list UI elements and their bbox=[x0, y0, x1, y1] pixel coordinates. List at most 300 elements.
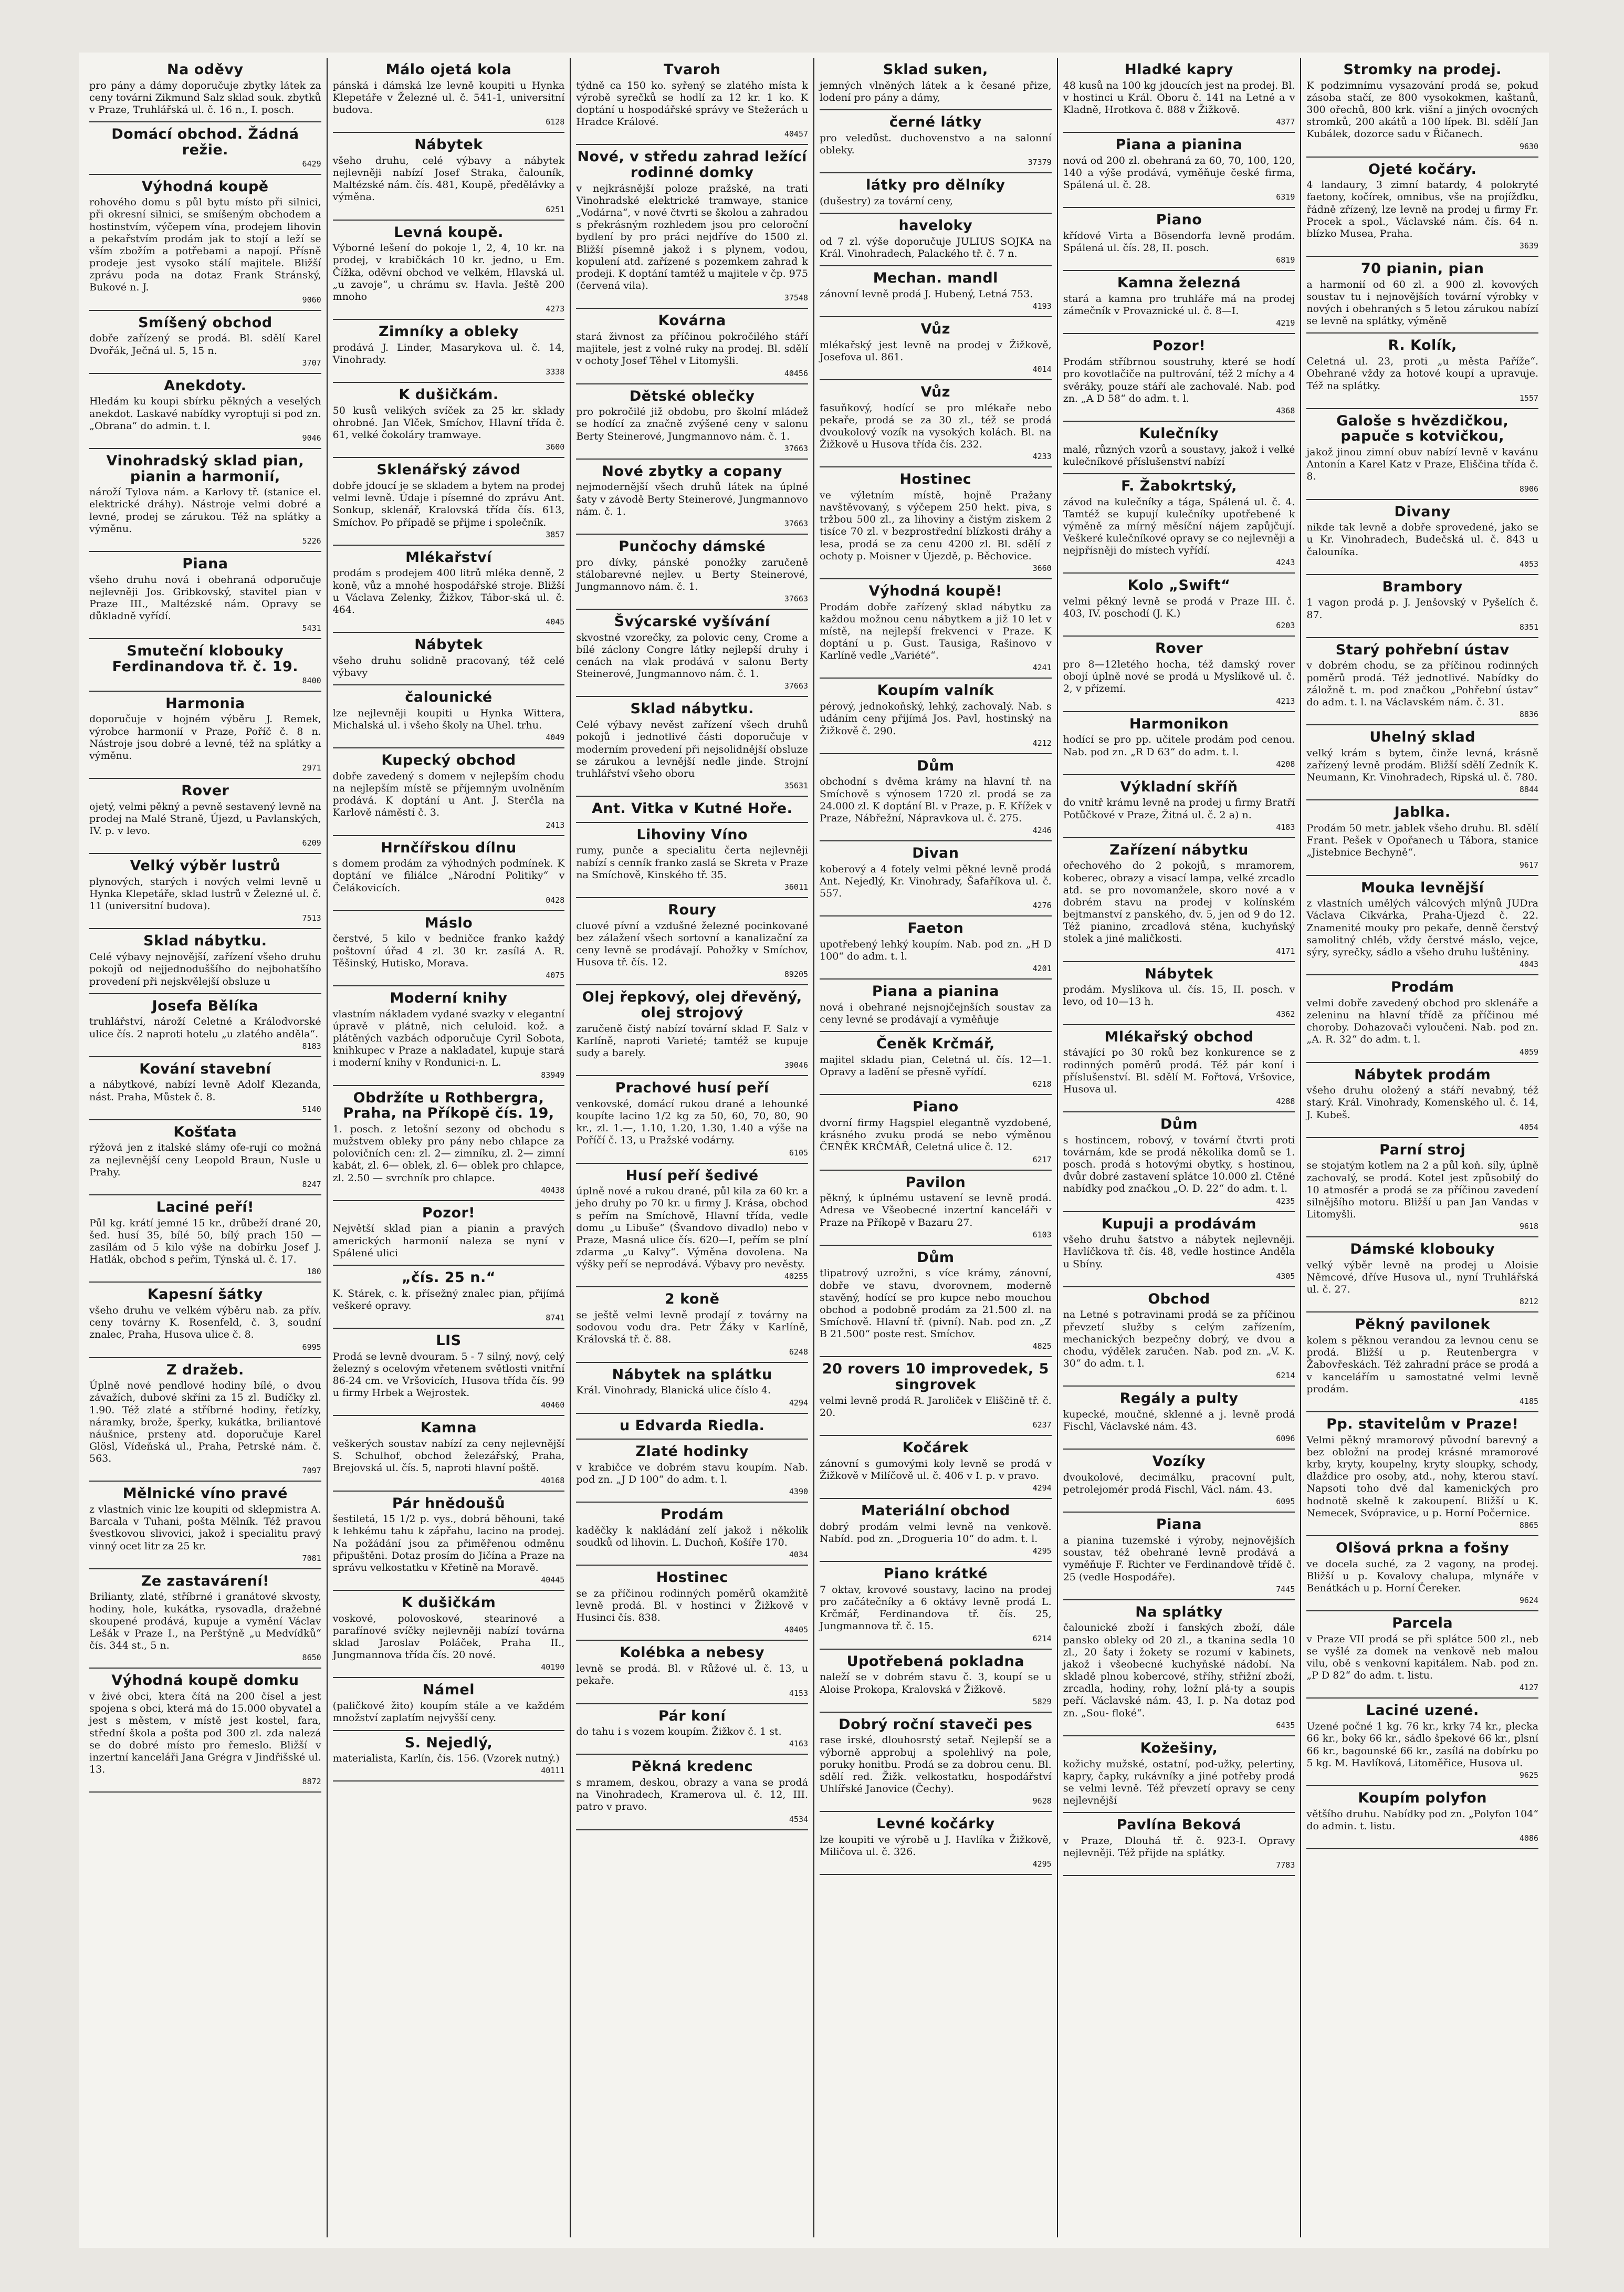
classified-ad bbox=[820, 1436, 1052, 1499]
ad-heading: Faeton bbox=[907, 920, 964, 937]
ad-text: všeho druhu solidně pracovaný, též celé výbavy bbox=[332, 654, 565, 679]
ad-reference-number: 37548 bbox=[784, 293, 809, 303]
ad-reference-number: 4213 bbox=[1276, 696, 1295, 706]
ad-reference-number: 40405 bbox=[784, 1625, 809, 1635]
ad-heading: Ojeté kočáry. bbox=[1368, 161, 1477, 178]
classified-ad bbox=[820, 679, 1052, 754]
ad-text: čalounické zboží i fanských zboží, dále pansko obleky od 20 zl., a tkanina sedla 10 zl., 20 šaty i žokety se rozumí v kabinets, jakož i všeobecné kuchyňské nádobí. Na skladě plnou kobercové, stříhy, střižní zboží, zrcadla, hodiny, rohy, ložní plá-ty a soupis peří. Václavské nám. 43, I. p. Na dotaz pod zn. „Sou- floké“. bbox=[1063, 1622, 1295, 1719]
ad-reference-number: 3338 bbox=[546, 367, 565, 377]
ad-reference-number: 37379 bbox=[1028, 158, 1052, 168]
classified-ad bbox=[576, 610, 808, 697]
ad-reference-number: 40190 bbox=[541, 1662, 565, 1672]
classified-ad bbox=[820, 1357, 1052, 1436]
ad-heading: Piano krátké bbox=[883, 1566, 988, 1582]
ad-reference-number: 39046 bbox=[784, 1060, 809, 1070]
classified-ad bbox=[576, 1076, 808, 1163]
classified-ad bbox=[333, 836, 565, 911]
classified-ad bbox=[576, 1414, 808, 1440]
ad-reference-number: 40438 bbox=[541, 1185, 565, 1195]
ad-reference-number: 4014 bbox=[1032, 364, 1052, 374]
ad-heading: Výhodná koupě bbox=[142, 178, 269, 195]
classified-ad bbox=[820, 1032, 1052, 1095]
classified-ad bbox=[333, 320, 565, 383]
ad-heading: Z dražeb. bbox=[166, 1361, 244, 1378]
classified-ad bbox=[1306, 975, 1538, 1062]
ad-heading: Sklad nábytku. bbox=[143, 933, 267, 950]
ad-reference-number: 9618 bbox=[1519, 1222, 1539, 1232]
classified-ad bbox=[1063, 474, 1295, 574]
classified-ad bbox=[820, 916, 1052, 980]
ad-heading: Sklad suken, bbox=[883, 61, 988, 78]
ad-heading: Košťata bbox=[173, 1123, 237, 1140]
ad-heading: „čís. 25 n.“ bbox=[402, 1269, 496, 1286]
ad-heading: Divan bbox=[912, 845, 959, 862]
ad-text: prodám s prodejem 400 litrů mléka denně, 2 koně, vůz a mnohé hospodářské stroje. Bližší u Václava Zelenky, Žižkov, Tábor-ská ul. č. 464. bbox=[332, 567, 565, 616]
ad-column bbox=[570, 58, 813, 2237]
ad-text: doporučuje v hojném výběru J. Remek, výrobce harmonií v Praze, Poříč č. 8 n. Nástroje jsou dobré a levné, též na splátky a výměnu. bbox=[89, 713, 321, 762]
ad-column bbox=[1057, 58, 1301, 2237]
classified-ad bbox=[1306, 1611, 1538, 1699]
classified-ad bbox=[820, 1499, 1052, 1562]
ad-reference-number: 4243 bbox=[1276, 558, 1295, 568]
classified-ad bbox=[820, 214, 1052, 266]
ad-heading: Piano bbox=[1156, 212, 1202, 228]
ad-text: 48 kusů na 100 kg jdoucích jest na prodej. Bl. v hostinci u Král. Oboru č. 141 na Letné a v Kladně, Hrotkova č. 888 v Žižkově. bbox=[1063, 79, 1295, 116]
classified-ad bbox=[820, 317, 1052, 380]
ad-reference-number: 40457 bbox=[784, 129, 809, 139]
ad-reference-number: 4235 bbox=[1276, 1196, 1295, 1206]
ad-reference-number: 4276 bbox=[1032, 901, 1052, 911]
classified-ad bbox=[1063, 208, 1295, 271]
ad-text: (dušestry) za tovární ceny, bbox=[820, 195, 953, 207]
ad-heading: Harmonikon bbox=[1129, 715, 1229, 732]
ad-text: naleží se v dobrém stavu č. 3, koupí se u Aloise Prokopa, Kralovská v Žižkově. bbox=[820, 1671, 1052, 1695]
classified-ad bbox=[1306, 638, 1538, 725]
ad-reference-number: 4054 bbox=[1519, 1122, 1539, 1132]
classified-ad bbox=[1063, 1600, 1295, 1736]
ad-text: truhlářství, nároží Celetné a Králodvorské ulice čís. 2 naproti hotelu „u zlatého anděla“. bbox=[89, 1016, 321, 1040]
classified-ad bbox=[333, 58, 565, 133]
classified-ad bbox=[333, 546, 565, 633]
ad-text: koberový a 4 fotely velmi pěkné levně prodá Ant. Nejedlý, Kr. Vinohrady, Šafaříkova ul. č. 557. bbox=[820, 863, 1052, 900]
ad-text: stará živnost za příčinou pokročilého stáří majitele, jest z volné ruky na prodej. Bl. sdělí v ochoty Josef Těhel v Litomyšli. bbox=[576, 330, 809, 367]
ad-reference-number: 3660 bbox=[1032, 563, 1052, 573]
ad-reference-number: 8247 bbox=[302, 1179, 321, 1189]
ad-reference-number: 2413 bbox=[546, 820, 565, 830]
classified-ad bbox=[89, 58, 321, 122]
classified-ad bbox=[1306, 575, 1538, 638]
ad-reference-number: 9617 bbox=[1519, 860, 1539, 870]
ad-text: pro pány a dámy doporučuje zbytky látek za ceny továrni Zikmund Salz sklad souk. zbytků v Praze, Truhlářská ul. č. 16 n., I. posch. bbox=[89, 79, 321, 116]
classified-ad bbox=[820, 1246, 1052, 1358]
classified-ad bbox=[333, 1329, 565, 1416]
ad-reference-number: 40255 bbox=[784, 1272, 809, 1282]
ad-text: tlipatrový uzrožni, s více krámy, zánovní, dobře ve stavu, dvorovnem, moderně stavěný, hodící se pro kupce nebo mouchou obchod a podobně prodám za 21.500 zl. na Smíchově. Hlavní tř. (pivní). Nab. pod zn. „Z B 21.500“ poste rest. Smíchov. bbox=[820, 1267, 1052, 1340]
ad-reference-number: 3639 bbox=[1519, 241, 1539, 251]
ad-heading: haveloky bbox=[898, 217, 973, 234]
ad-heading: Koupím polyfon bbox=[1358, 1789, 1487, 1806]
ad-heading: K dušičkám. bbox=[399, 387, 499, 403]
ad-reference-number: 4825 bbox=[1032, 1341, 1052, 1351]
classified-ad bbox=[1063, 58, 1295, 133]
classified-ad bbox=[1063, 1813, 1295, 1876]
ad-column bbox=[813, 58, 1057, 2237]
ad-reference-number: 4153 bbox=[789, 1688, 809, 1698]
ad-text: velmi dobře zavedený obchod pro sklenáře a zeleninu na hlavní třídě za příčinou mé choroby. Dohazovači vyloučeni. Nab. pod zn. „A. R. 32“ do adm. t. l. bbox=[1306, 997, 1539, 1046]
ad-reference-number: 4193 bbox=[1032, 301, 1052, 311]
ad-heading: Na splátky bbox=[1135, 1603, 1223, 1620]
classified-ad bbox=[820, 173, 1052, 214]
ad-heading: Parcela bbox=[1392, 1615, 1453, 1632]
ad-reference-number: 7081 bbox=[302, 1553, 321, 1563]
ad-heading: Piana bbox=[1156, 1516, 1202, 1533]
classified-ad bbox=[576, 1164, 808, 1288]
ad-text: venkovské, domácí rukou drané a lehounké koupíte lacino 1/2 kg za 50, 60, 70, 80, 90 kr., zl. 1.—, 1.10, 1.20, 1.30, 1.40 a výše na Poříčí č. 13, u Pražské vodárny. bbox=[576, 1098, 809, 1147]
classified-ad bbox=[1306, 800, 1538, 876]
ad-heading: Stromky na prodej. bbox=[1343, 61, 1502, 78]
ad-heading: Zimníky a obleky bbox=[378, 324, 519, 340]
ad-heading: Regály a pulty bbox=[1119, 1390, 1239, 1407]
classified-ad bbox=[1306, 257, 1538, 334]
ad-text: se ještě velmi levně prodají z továrny na sodovou vodu dra. Petr Žáky v Karlíně, Královská tř. č. 88. bbox=[576, 1309, 809, 1346]
classified-ad bbox=[89, 779, 321, 854]
ad-text: všeho druhu šatstvo a nábytek nejlevněji. Havlíčkova tř. čís. 48, vedle hostince Anděla u Sbíny. bbox=[1063, 1234, 1295, 1270]
classified-ad bbox=[89, 1482, 321, 1569]
ad-heading: Švýcarské vyšívání bbox=[614, 613, 770, 630]
ad-text: dvoukolové, decimálku, pracovní pult, petrolejomér prodá Fischl, Václ. nám. 43. bbox=[1063, 1472, 1295, 1496]
classified-ad bbox=[1306, 58, 1538, 158]
ad-text: prodává J. Linder, Masarykova ul. č. 14, Vinohrady. bbox=[332, 341, 565, 366]
ad-reference-number: 4305 bbox=[1276, 1271, 1295, 1281]
ad-text: Král. Vinohrady, Blanická ulice číslo 4. bbox=[576, 1384, 771, 1397]
ad-heading: Kulečníky bbox=[1139, 425, 1219, 442]
ad-heading: 2 koně bbox=[664, 1291, 720, 1308]
ad-heading: Rover bbox=[1155, 640, 1203, 657]
ad-heading: Dům bbox=[917, 1249, 955, 1266]
ad-heading: Kování stavební bbox=[139, 1060, 271, 1077]
ad-text: 1. posch. z letošní sezony od obchodu s mužstvem obleky pro pány nebo chlapce za polovičních cen: zl. 2— zimníku, zl. 2— zimní kabát, zl. 6— oblek, zl. 6— oblek pro chlapce, zl. 2.50 — svrchník pro chlapce. bbox=[332, 1123, 565, 1184]
ad-heading: Parní stroj bbox=[1379, 1141, 1466, 1158]
ad-reference-number: 4043 bbox=[1519, 960, 1539, 970]
classified-ad bbox=[576, 985, 808, 1076]
ad-reference-number: 5140 bbox=[302, 1104, 321, 1114]
classified-ad bbox=[820, 1812, 1052, 1875]
ad-heading: Pár koní bbox=[658, 1707, 726, 1724]
ad-heading: Tvaroh bbox=[664, 61, 721, 78]
classified-ad bbox=[1063, 637, 1295, 712]
ad-heading: Kapesní šátky bbox=[147, 1286, 263, 1303]
ad-reference-number: 5226 bbox=[302, 536, 321, 546]
ad-heading: 20 rovers 10 improvedek, 5 singrovek bbox=[822, 1361, 1049, 1393]
ad-reference-number: 8650 bbox=[302, 1653, 321, 1663]
ad-heading: Nábytek bbox=[414, 637, 483, 653]
ad-reference-number: 9624 bbox=[1519, 1596, 1539, 1606]
ad-text: 1 vagon prodá p. J. Jenšovský v Pyšelích č. 87. bbox=[1306, 597, 1539, 621]
ad-text: 4 landaury, 3 zimní batardy, 4 polokryté faetony, kočírek, omnibus, vše na projížďku, řádně zřízený, lze levně na prodej u firmy Fr. Procek a spol., Václavské nám. čís. 64 n. blízko Musea, Praha. bbox=[1306, 179, 1539, 239]
ad-reference-number: 8906 bbox=[1519, 484, 1539, 494]
ad-heading: Nábytek bbox=[414, 137, 483, 153]
classified-ad bbox=[820, 110, 1052, 173]
ad-reference-number: 3857 bbox=[546, 529, 565, 539]
ad-reference-number: 4183 bbox=[1276, 822, 1295, 832]
ad-heading: Výhodná koupě! bbox=[868, 582, 1003, 599]
ad-text: dobrý prodám velmi levně na venkově. Nabíd. pod zn. „Drogueria 10“ do adm. t. l. bbox=[820, 1520, 1052, 1545]
ad-reference-number: 4049 bbox=[546, 733, 565, 743]
ad-reference-number: 6209 bbox=[302, 838, 321, 848]
classified-ad bbox=[1063, 271, 1295, 334]
ad-reference-number: 6251 bbox=[546, 204, 565, 214]
classified-ad bbox=[576, 58, 808, 145]
ad-heading: Kolo „Swift“ bbox=[1127, 577, 1231, 594]
ad-text: ve výletním místě, hojně Pražany navštěvovaný, s výčepem 250 hekt. piva, s tržbou 500 zl., za lihoviny a čistým ziskem 2 tisíce 70 zl. v bezprostřední blízkosti dráhy a lesa, prodá se za cenu 4200 zl. Bl. sdělí z ochoty p. Moisner v Újezdě, p. Běchovice. bbox=[820, 489, 1052, 562]
ad-text: hodící se pro pp. učitele prodám pod cenou. Nab. pod zn. „R D 63“ do adm. t. l. bbox=[1063, 734, 1295, 758]
ad-text: veškerých soustav nabízí za ceny nejlevnější S. Schulhof, obchod železářský, Praha, Brejovská ul. čís. 5, naproti hlavní poště. bbox=[332, 1438, 565, 1474]
ad-text: Celé výbavy nejnovější, zařízení všeho druhu pokojů od nejjednoduššího do nejbohatšího provedení při nejskvělejší obsluze u bbox=[89, 951, 321, 987]
ad-heading: Punčochy dámské bbox=[619, 538, 766, 555]
ad-text: v krabičce ve dobrém stavu koupím. Nab. pod zn. „J D 100“ do adm. t. l. bbox=[576, 1461, 809, 1486]
ad-text: dobře jdoucí je se skladem a bytem na prodej velmi levně. Údaje i písemné do zprávu Ant. Sonkup, sklenář, Kralovská třída čís. 613, Smíchov. Po případě se přijme i společník. bbox=[332, 480, 565, 528]
ad-heading: Vozíky bbox=[1152, 1453, 1206, 1470]
classified-ad bbox=[576, 309, 808, 384]
ad-reference-number: 37663 bbox=[784, 518, 809, 528]
ad-heading: Galoše s hvězdičkou, papuče s kotvičkou, bbox=[1336, 412, 1509, 445]
classified-ad bbox=[1063, 1736, 1295, 1813]
ad-reference-number: 8212 bbox=[1519, 1297, 1539, 1307]
ad-heading: LIS bbox=[436, 1332, 462, 1349]
classified-ad bbox=[1063, 775, 1295, 838]
ad-reference-number: 4171 bbox=[1276, 946, 1295, 956]
ad-text: všeho druhu ve velkém výběru nab. za přív. ceny továrny K. Rosenfeld, č. 3, soudní znalec, Praha, Husova ulice č. 8. bbox=[89, 1305, 321, 1341]
classified-ad bbox=[89, 854, 321, 929]
ad-text: s domem prodám za výhodných podmínek. K doptání ve filiálce „Národní Politiky“ v Čelákovicích. bbox=[332, 858, 565, 894]
ad-reference-number: 6128 bbox=[546, 117, 565, 127]
ad-heading: Námel bbox=[422, 1682, 475, 1699]
ad-text: týdně ca 150 ko. syřený se zlatého místa k výrobě syrečků se hodlí za 12 kr. 1 ko. K doptání u hospodářské správy ve Stežerách u Hradce Králové. bbox=[576, 79, 809, 128]
ad-reference-number: 4294 bbox=[789, 1398, 809, 1408]
ad-reference-number: 40111 bbox=[541, 1766, 565, 1776]
classified-ad bbox=[576, 797, 808, 823]
ad-text: Prodám dobře zařízený sklad nábytku za každou možnou cenu nábytkem a již 10 let v místě, na nejlepší frekvenci v Praze. K doptání u p. Gust. Tausiga, Rašinovo v Karlíně vedle „Variété“. bbox=[820, 601, 1052, 662]
ad-reference-number: 6237 bbox=[1032, 1420, 1052, 1430]
ad-heading: Kočárek bbox=[902, 1440, 969, 1456]
ad-heading: Pp. stavitelům v Praze! bbox=[1326, 1416, 1519, 1432]
classified-ad bbox=[1306, 334, 1538, 409]
ad-reference-number: 4377 bbox=[1276, 117, 1295, 127]
ad-text: skvostné vzorečky, za polovic ceny, Crome a bílé záclony Congre látky nejlepší druhy i cenách na vlak prodává v salonu Berty Steinerové, Jungmannovo nám. č. 1. bbox=[576, 631, 809, 680]
ad-text: rase irské, dlouhosrstý setař. Nejlepší se a výborně approbuj a spolehlivý na pole, poruky honitbu. Prodá se za dobrou cenu. Bl. sdělí red. Žižk. velkostatku, hospodářství Uhlířské Janovice (Čechy). bbox=[820, 1734, 1052, 1795]
ad-text: nová i obehrané nejsnojčejnších soustav za ceny levné se prodávají a vyměňuje bbox=[820, 1001, 1052, 1026]
ad-text: a harmonií od 60 zl. a 900 zl. kovových soustav tu i nejnovějších tovární výrobky v nových i obehraných s 5 letou zárukou nabízí se levně na splátky, výměně bbox=[1306, 278, 1539, 327]
ad-reference-number: 4233 bbox=[1032, 452, 1052, 462]
classified-ad bbox=[89, 692, 321, 779]
ad-text: malé, různých vzorů a soustavy, jakož i velké kulečníkové příslušenství nabízí bbox=[1063, 443, 1295, 467]
ad-reference-number: 6217 bbox=[1032, 1154, 1052, 1164]
ad-reference-number: 6214 bbox=[1276, 1371, 1295, 1381]
ad-text: pěkný, k úplnému ustavení se levně prodá. Adresa ve Všeobecné inzertní kanceláři v Praze na Příkopě v Bazaru 27. bbox=[820, 1192, 1052, 1228]
ad-text: lze koupiti ve výrobě u J. Havlíka v Žižkově, Miličova ul. č. 326. bbox=[820, 1833, 1052, 1858]
ad-heading: Upotřebená pokladna bbox=[846, 1653, 1025, 1670]
ad-heading: Domácí obchod. Žádná režie. bbox=[111, 126, 299, 158]
classified-ad bbox=[333, 1086, 565, 1201]
classified-ad bbox=[1306, 1138, 1538, 1238]
ad-text: všeho druhu nová i obehraná odporučuje nejlevněji Jos. Gribkovský, stavitel pian v Praze III., Maltézské nám. Opravy se důkladně vyřídí. bbox=[89, 574, 321, 622]
ad-reference-number: 6819 bbox=[1276, 255, 1295, 265]
ad-heading: Laciné peří! bbox=[156, 1199, 254, 1215]
ad-text: Výborné lešení do pokoje 1, 2, 4, 10 kr. na prodej, v krabičkách 10 kr. jedno, u Em. Čížka, oděvní obchod ve velkém, Hlavská ul. „u zavoje“, u chrámu sv. Havla. Ještě 200 mnoho bbox=[332, 242, 565, 303]
ad-reference-number: 8183 bbox=[302, 1041, 321, 1051]
ad-text: prodám. Myslíkova ul. čís. 15, II. posch. v levo, od 10—13 h. bbox=[1063, 984, 1295, 1008]
ad-reference-number: 6429 bbox=[302, 159, 321, 169]
ad-text: v živé obci, ktera čítá na 200 čísel a jest spojena s obci, která má do 15.000 obyvatel a jest s městem, v místě jest kostel, fara, střední škola a pošta pod 300 zl. zda nalezá se do dobré místo pro řemeslo. Bližší v inzertní kanceláři Jana Grégra v Jindřišské ul. 13. bbox=[89, 1691, 321, 1776]
ad-reference-number: 6203 bbox=[1276, 621, 1295, 631]
ad-column bbox=[1300, 58, 1544, 2237]
ad-heading: Hladké kapry bbox=[1125, 61, 1233, 78]
ad-reference-number: 6214 bbox=[1032, 1633, 1052, 1643]
ad-text: lze nejlevněji koupiti u Hynka Wittera, Michalská ul. i všeho školy na Uhel. trhu. bbox=[332, 707, 565, 731]
classified-ad bbox=[1063, 1513, 1295, 1600]
ad-text: materialista, Karlín, čís. 156. (Vzorek nutný.) bbox=[332, 1753, 560, 1765]
ad-text: v nejkrásnější poloze pražské, na trati Vinohradské elektrické tramwaye, stanice „Vodárna“, v nové čtvrti se školou a zahradou s překrásným rozhledem jsou pro celoroční bydlení by pro práci nejdříve do 1500 zl. Bližší písemně jakož i s plynem, vodou, kopulení atd. zařízené s pozemkem zahrad k prodeji. K doptání tamtéž u majitele v čp. 975 (červená vila). bbox=[576, 182, 809, 292]
ad-heading: 70 pianin, pian bbox=[1360, 261, 1484, 277]
ad-heading: černé látky bbox=[889, 114, 982, 131]
ad-text: velký výběr levně na prodej u Aloisie Němcové, dříve Husova ul., nyní Truhlářská ul. č. 27. bbox=[1306, 1259, 1539, 1296]
classified-ad bbox=[333, 458, 565, 545]
ad-reference-number: 4053 bbox=[1519, 559, 1539, 569]
classified-ad bbox=[333, 1416, 565, 1491]
ad-text: rýžová jen z italské slámy ofe-rují co možná za nejlevnější ceny Leopold Braun, Nusle u Prahy. bbox=[89, 1142, 321, 1178]
ad-text: v dobrém chodu, se za příčinou rodinných poměrů prodá. Též jednotlivé. Nabídky do záložně t. m. pod značkou „Pohřební ústav“ do adm. t. l. na Václavském nám. č. 31. bbox=[1306, 660, 1539, 708]
ad-heading: látky pro dělníky bbox=[866, 177, 1005, 194]
ad-heading: Mělnické víno pravé bbox=[122, 1485, 288, 1502]
classified-ad bbox=[820, 579, 1052, 679]
ad-text: (paličkové žito) koupím stále a ve každém množství zaplatím nejvyšší ceny. bbox=[332, 1700, 565, 1724]
ad-reference-number: 37663 bbox=[784, 443, 809, 453]
ad-reference-number: 4241 bbox=[1032, 663, 1052, 673]
ad-heading: Uhelný sklad bbox=[1369, 729, 1476, 746]
classified-ad bbox=[1306, 409, 1538, 500]
ad-heading: Dětské oblečky bbox=[629, 388, 755, 404]
ad-text: do tahu i s vozem koupím. Žižkov č. 1 st. bbox=[576, 1726, 782, 1738]
classified-ad bbox=[89, 1283, 321, 1358]
classified-ad bbox=[1306, 1312, 1538, 1412]
ad-heading: Pozor! bbox=[1152, 338, 1206, 355]
ad-text: Prodá se levně dvouram. 5 - 7 silný, nový, celý železný s ocelovým vřetenem světlosti vnitřní 86-24 cm. ve Vršovicích, Husova třída čís. 99 u firmy Hrbek a Wejrostek. bbox=[332, 1350, 565, 1399]
ad-text: upotřebený lehký koupím. Nab. pod zn. „H D 100“ do adm. t. l. bbox=[820, 938, 1052, 963]
classified-ad bbox=[820, 841, 1052, 916]
ad-reference-number: 6435 bbox=[1276, 1720, 1295, 1730]
classified-ad bbox=[1063, 838, 1295, 962]
ad-reference-number: 4127 bbox=[1519, 1683, 1539, 1693]
ad-reference-number: 40168 bbox=[541, 1475, 565, 1485]
ad-text: zánovní levně prodá J. Hubený, Letná 753. bbox=[820, 288, 1033, 300]
ad-heading: Olej řepkový, olej dřevěný, olej strojový bbox=[582, 989, 802, 1021]
ad-heading: Mlékařský obchod bbox=[1104, 1028, 1254, 1045]
classified-ad bbox=[333, 1731, 565, 1782]
ad-heading: Pěkná kredenc bbox=[631, 1758, 753, 1775]
ad-heading: S. Nejedlý, bbox=[404, 1734, 493, 1751]
ad-reference-number: 6096 bbox=[1276, 1434, 1295, 1444]
ad-text: na Letné s potravinami prodá se za příčinou převzetí služby s celým zařízením, mechanických bezpečny dobrý, ve dvou a chodu, výdělek zaručen. Nab. pod zn. „V. K. 30“ do adm. t. l. bbox=[1063, 1309, 1295, 1370]
ad-heading: Nábytek bbox=[1145, 965, 1213, 982]
ad-text: K podzimnímu vysazování prodá se, pokud zásoba stačí, ze 800 vysokokmen, kaštanů, 300 ořechů, 800 krk. višní a jiných ovocných stromků, 200 akátů a 100 lípek. Bl. sdělí Jan Kubálek, dozorce sadu v Řičanech. bbox=[1306, 79, 1539, 140]
ad-heading: Velký výběr lustrů bbox=[130, 858, 281, 874]
classified-ad bbox=[1306, 1237, 1538, 1312]
newspaper-page bbox=[79, 53, 1549, 2248]
ad-heading: Jablka. bbox=[1394, 804, 1451, 821]
ad-reference-number: 6218 bbox=[1032, 1079, 1052, 1089]
ad-reference-number: 4295 bbox=[1032, 1859, 1052, 1869]
ad-heading: Laciné uzené. bbox=[1366, 1702, 1479, 1719]
ad-reference-number: 4362 bbox=[1276, 1009, 1295, 1019]
classified-ad bbox=[820, 1562, 1052, 1649]
ad-heading: Nové zbytky a copany bbox=[602, 463, 782, 480]
ad-text: šestiletá, 15 1/2 p. vys., dobrá běhouni, také k lehkému tahu k zápřahu, lacino na prodej. Na požádání jsou za přiměřenou odměnu připuštěni. Dotaz prosím do Jičína a Praze na správu velkostatku v Křetině na Moravě. bbox=[332, 1513, 565, 1574]
classified-ad bbox=[576, 898, 808, 985]
ad-text: stará a kamna pro truhláře má na prodej zámečník v Provaznické ul. č. 8—I. bbox=[1063, 293, 1295, 317]
ad-heading: Kupuji a prodávám bbox=[1102, 1215, 1256, 1232]
ad-text: se stojatým kotlem na 2 a půl koň. síly, úplně zachovalý, se prodá. Kotel jest způsobilý do 10 atmosfér a prodá se za příčinou zavedení silnějšího motoru. Bližší u pan Jan Vandas v Litomyšli. bbox=[1306, 1160, 1539, 1221]
ad-text: kolem s pěknou verandou za levnou cenu se prodá. Bližší u p. Reutenbergra v Žabovřeskách. Též zahradní práce se prodá a v kancelářím u samostatné velmi levně prodám. bbox=[1306, 1335, 1539, 1395]
classified-ad bbox=[1063, 1025, 1295, 1112]
ad-column bbox=[84, 58, 327, 2237]
ad-reference-number: 4219 bbox=[1276, 318, 1295, 328]
ad-heading: R. Kolík, bbox=[1388, 337, 1457, 354]
ad-heading: Nábytek na splátku bbox=[612, 1366, 772, 1383]
ad-heading: Piana a pianina bbox=[1115, 137, 1243, 153]
classified-ad bbox=[333, 1591, 565, 1678]
ad-heading: Vinohradský sklad pian, pianin a harmonií, bbox=[106, 452, 305, 485]
ad-text: fasuňkový, hodící se pro mlékaře nebo pekaře, prodá se za 30 zl., též se prodá dvoukolový vozík na vysokých kolách. Bl. na Žižkově u Husova třída čís. 232. bbox=[820, 402, 1052, 451]
ad-heading: Dům bbox=[917, 757, 955, 774]
classified-ad bbox=[89, 122, 321, 174]
ad-column bbox=[327, 58, 570, 2237]
ad-reference-number: 7097 bbox=[302, 1466, 321, 1476]
ad-reference-number: 4534 bbox=[789, 1814, 809, 1824]
ad-reference-number: 4390 bbox=[789, 1487, 809, 1497]
classified-ad bbox=[333, 133, 565, 220]
ad-text: nároží Tylova nám. a Karlovy tř. (stanice el. elektrické dráhy). Nástroje velmi dobré a levné, prodej se zárukou. Též na splátky a výměnu. bbox=[89, 486, 321, 535]
ad-heading: Mlékařství bbox=[405, 549, 492, 566]
ad-heading: Málo ojetá kola bbox=[385, 61, 512, 78]
ad-heading: Pavilon bbox=[905, 1174, 966, 1191]
ad-reference-number: 8400 bbox=[302, 675, 321, 685]
ad-heading: Kamna bbox=[420, 1420, 477, 1436]
ad-heading: Dámské klobouky bbox=[1350, 1241, 1495, 1258]
ad-text: jakož jinou zimní obuv nabízí levně v kavánu Antonín a Karel Katz v Praze, Eliščina třída č. 8. bbox=[1306, 446, 1539, 483]
ad-heading: K dušičkám bbox=[401, 1595, 496, 1611]
classified-ad bbox=[89, 1569, 321, 1669]
ad-text: Prodám stříbrnou soustruhy, které se hodí pro kovotlačiče na pultrování, též 2 míchy a 4 svěráky, pouze stáří ale zachovalé. Nab. pod zn. „A D 58“ do adm. t. l. bbox=[1063, 356, 1295, 404]
ad-text: s mramem, deskou, obrazy a vana se prodá na Vinohradech, Kramerova ul. č. 12, III. patro v pravo. bbox=[576, 1777, 809, 1813]
classified-ad bbox=[1063, 1287, 1295, 1387]
classified-ad bbox=[820, 467, 1052, 579]
classified-ad bbox=[89, 1120, 321, 1195]
ad-reference-number: 4045 bbox=[546, 617, 565, 627]
classified-ad bbox=[89, 929, 321, 994]
ad-text: pérový, jednokoňský, lehký, zachovalý. Nab. s udáním ceny přijímá Jos. Pavl, hostinský na Žižkově č. 290. bbox=[820, 701, 1052, 737]
classified-ad bbox=[89, 449, 321, 552]
ad-reference-number: 8872 bbox=[302, 1777, 321, 1787]
ad-heading: Piana a pianina bbox=[872, 983, 999, 1000]
ad-text: se za příčinou rodinných poměrů okamžitě levně prodá. Bl. v hostinci v Žižkově v Husinci čís. 838. bbox=[576, 1587, 809, 1624]
ad-text: pro pokročilé již obdobu, pro školní mládež se hodící za značně zvýšené ceny v salonu Berty Steinerové, Jungmannovo nám. č. 1. bbox=[576, 406, 809, 442]
ad-reference-number: 37663 bbox=[784, 681, 809, 691]
ad-text: zaručeně čistý nabízí tovární sklad F. Salz v Karlíně, naproti Varieté; tamtéž se kupuje sudy a barely. bbox=[576, 1023, 809, 1059]
ad-reference-number: 6103 bbox=[1032, 1230, 1052, 1239]
ad-heading: Mechan. mandl bbox=[873, 269, 998, 286]
ad-text: čerstvé, 5 kilo v bedničce franko každý poštovní úřad 4 zl. 30 kr. zasílá A. R. Těšinský, Hutisko, Morava. bbox=[332, 933, 565, 969]
ad-text: Největší sklad pian a pianin a pravých amerických harmonií naleza se nyní v Spálené ulici bbox=[332, 1223, 565, 1259]
